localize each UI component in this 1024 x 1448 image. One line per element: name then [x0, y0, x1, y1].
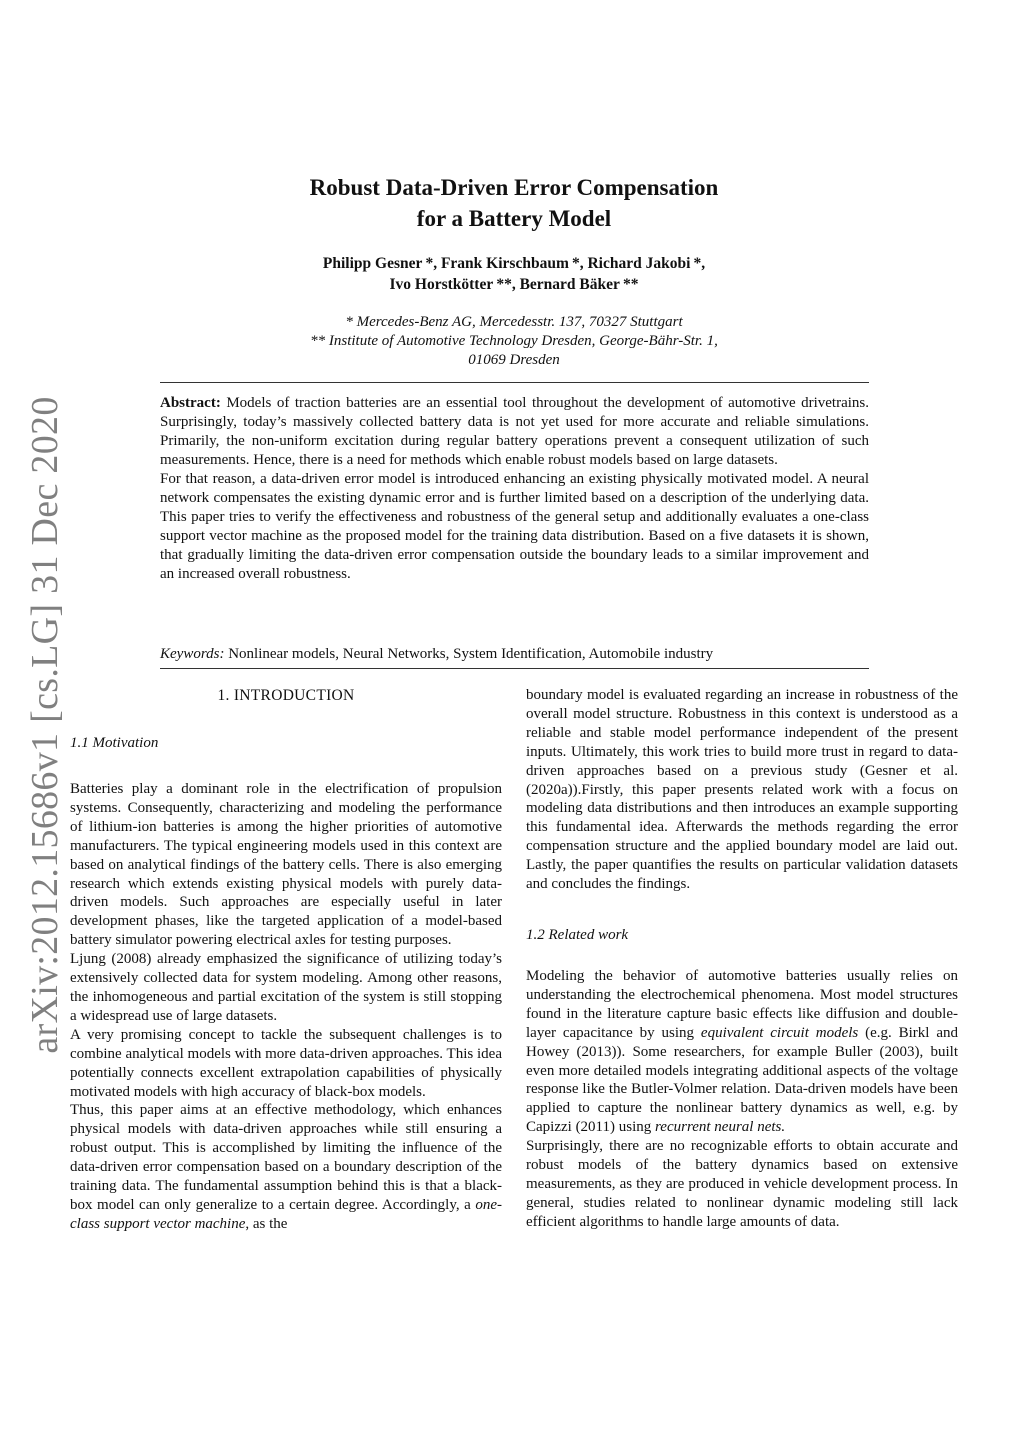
arxiv-stamp-text: arXiv:2012.15686v1 [cs.LG] 31 Dec 2020 [24, 396, 66, 1054]
affiliation-1: * Mercedes-Benz AG, Mercedesstr. 137, 70327 Stuttgart [345, 314, 683, 330]
keywords [160, 645, 869, 664]
paragraph: Batteries play a dominant role in the electrification of propulsion systems. Consequently, characterizing and modeling the performance of lithium-ion batteries is among the higher priorities of automotive manufacturers. The typical engineering models used in this context are based on analytical findings of the battery cells. There is also emerging research which extends existing physical models with purely data-driven models. Such approaches are especially useful in later development phases, like the targeted application of a model-based battery simulator powering electrical axles for testing purposes. [70, 781, 502, 949]
subsection-motivation: 1.1 Motivation [70, 735, 159, 751]
paragraph-text: Modeling the behavior of automotive batteries usually relies on understanding the electrochemical phenomena. Most model structures found in the literature capture basic effects like diffusion and double-layer capacitance by using [526, 967, 958, 1041]
paragraph [526, 967, 958, 1137]
abstract-label: Abstract: [160, 395, 221, 411]
abstract [160, 394, 869, 584]
title-line-1: Robust Data-Driven Error Compensation [309, 175, 719, 200]
emphasis-text: one-class support vector machine [70, 1196, 502, 1232]
paragraph: boundary model is evaluated regarding an increase in robustness of the overall model structure. Robustness in this context is understood as a reliable and stable model performance independent of the present inputs. Ultimately, this work tries to build more trust in regard to data-driven approaches based on a previous study (Gesner et al. (2020a)).Firstly, this paper presents related work with a focus on modeling data distributions and then introduces an example supporting this fundamental idea. Afterwards the methods regarding the error compensation structure and the applied boundary model are laid out. Lastly, the paper quantifies the results on particular validation datasets and concludes the findings. [526, 687, 958, 893]
abstract-paragraph-1 [160, 394, 869, 470]
paragraph-text: Thus, this paper aims at an effective methodology, which enhances physical models with data-driven approaches while still ensuring a robust output. This is accomplished by limiting the influence of the data-driven error compensation based on a boundary description of the training data. The fundamental assumption behind this is that a black-box model can only generalize to a certain degree. Accordingly, a [70, 1102, 502, 1213]
left-column [70, 686, 502, 1234]
section-heading-introduction: 1. INTRODUCTION [217, 687, 355, 704]
paragraph-text: , as the [245, 1215, 288, 1232]
right-column [526, 686, 958, 1232]
paragraph: A very promising concept to tackle the subsequent challenges is to combine analytical models with more data-driven approaches. This idea potentially connects excellent extrapolation capabilities of physically motivated models with high accuracy of black-box models. [70, 1026, 502, 1100]
paper-title [180, 172, 848, 234]
authors-line-2: Ivo Horstkötter **, Bernard Bäker ** [389, 276, 639, 293]
keywords-label: Keywords: [160, 646, 225, 662]
paragraph [70, 1101, 502, 1233]
authors-line-1: Philipp Gesner *, Frank Kirschbaum *, Richard Jakobi *, [322, 255, 706, 272]
author-list [180, 253, 848, 295]
paragraph: Surprisingly, there are no recognizable efforts to obtain accurate and robust models of the battery dynamics based on extensive measurements, as they are produced in vehicle development process. In general, studies related to nonlinear dynamic modeling still lack efficient algorithms to handle large amounts of data. [526, 1138, 958, 1230]
keywords-text: Nonlinear models, Neural Networks, System Identification, Automobile industry [228, 646, 714, 662]
subsection-related-work: 1.2 Related work [526, 926, 629, 943]
abstract-bottom-rule [160, 668, 869, 669]
paragraph-text: (e.g. Birkl and Howey (2013)). Some researchers, for example Buller (2003), built even more detailed models integrating additional aspects of the voltage response like the Butler-Volmer relation. Data-driven models have been applied to capture the nonlinear battery dynamics as well, e.g. by Capizzi (2011) using [526, 1024, 958, 1136]
affiliation-3: 01069 Dresden [468, 352, 560, 368]
abstract-top-rule [160, 382, 869, 383]
affiliation-2: ** Institute of Automotive Technology Dresden, George-Bähr-Str. 1, [310, 333, 718, 349]
emphasis-text: equivalent circuit models [700, 1024, 859, 1041]
affiliations [180, 313, 848, 370]
abstract-paragraph-2: For that reason, a data-driven error model is introduced enhancing an existing physically motivated model. A neural network compensates the existing dynamic error and is further limited based on a description of the underlying data. This paper tries to verify the effectiveness and robustness of the general setup and additionally evaluates a one-class support vector machine as the proposed model for the training data distribution. Based on a five datasets it is shown, that gradually limiting the data-driven error compensation outside the boundary leads to a similar improvement and an increased overall robustness. [160, 471, 869, 582]
paragraph: Ljung (2008) already emphasized the significance of utilizing today’s extensively collected data for system modeling. Among other reasons, the inhomogeneous and partial excitation of the system is still stopping a widespread use of large datasets. [70, 951, 502, 1024]
title-line-2: for a Battery Model [416, 206, 612, 231]
emphasis-text: recurrent neural nets. [655, 1119, 786, 1136]
abstract-text-1: Models of traction batteries are an essential tool throughout the development of automotive drivetrains. Surprisingly, today’s massively collected battery data is not yet used for more accurate and reliable simulations. Primarily, the non-uniform excitation during regular battery operations prevent a consequent utilization of such measurements. Hence, there is a need for methods which enable robust models based on large datasets. [160, 395, 870, 468]
